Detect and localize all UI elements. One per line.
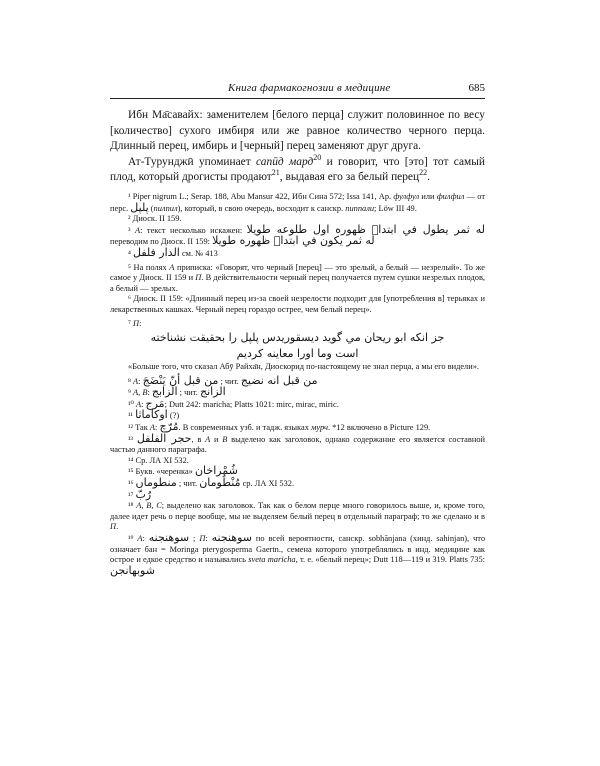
footnote: ¹⁴ Ср. ЛА XI 532. [128,455,189,465]
term-italic: фулфул [393,191,420,201]
text-run: . *12 включено в Picture 129. [328,423,431,433]
text-run: ; Dutt 242: maricha; Platts 1021: mirc, mirac, miric. [164,399,339,409]
paragraph: Ибн Ма̄савайх: заменителем [белого перца] служит половинное по весу [количество] сухого имбиря или же равное количество черного перца. Длинный перец, имбирь и [черный] перец заменяют друг друга. [110,109,485,153]
text-run: см. № 413 [179,248,218,258]
text-run: — от перс. [110,191,485,213]
text-run: : [147,388,152,398]
arabic-text: رُبّ [135,487,152,501]
text-run: : [138,376,143,386]
footnote [110,487,485,502]
running-title: Книга фармакогнозии в медицине [228,82,391,94]
footnote [110,222,485,248]
arabic-text: پلپل [130,200,149,214]
arabic-text: مَرج [145,396,165,410]
siglum: А [149,423,156,433]
term-italic: пиппали [345,203,375,213]
text-run: и [210,434,223,444]
footnote [110,245,485,260]
text-run: переводим по Диоск. II 159: [110,237,213,247]
siglum: А [169,262,175,272]
text-run: ), который, в свою очередь, восходит к санскр. [177,203,346,213]
siglum: А, В [133,388,148,398]
footnote [110,319,485,330]
arabic-text: الزابج [151,385,178,399]
text-run: ; чит. [177,388,200,398]
arabic-text: سوهنجنه [148,531,190,544]
text-run: . [427,171,430,184]
siglum: В [222,434,228,444]
text-run: ⁹ [128,388,134,398]
text-run: , выдавая его за белый перец [279,171,420,184]
text-run: ; [189,534,200,543]
main-text [110,108,485,186]
arabic-text: الزانج [200,385,226,399]
text-run: ; чит. [218,376,241,386]
term-italic: sveta maricha [248,555,296,565]
text-run: ( [148,203,154,213]
text-run: : [139,318,142,328]
text-run: ¹ Piper nigrum L.; Serap. 188, Abu Mansur 422, Ибн Сина 572; Issa 141, Ар. [128,191,394,201]
arabic-text: من قبل انه نضيج [240,373,318,387]
text-run: ¹³ [128,434,137,444]
text-run: ³ [128,225,135,235]
arabic-text: له ثمر يكون في ابتدا٘ ظهوره طويلا [212,234,375,248]
footnote [110,533,485,577]
footnote-ref: 22 [419,168,428,178]
arabic-text: حجر الفلفل [136,431,192,445]
arabic-text: الدار فلفل [133,245,180,259]
siglum: П [199,534,206,543]
arabic-text: مُنْطُومان [199,476,241,490]
text-run: ¹¹ [128,411,136,421]
text-run: ; чит. [176,479,200,489]
text-run: : [142,534,149,543]
footnote [110,263,485,295]
siglum: А [205,434,211,444]
text-run: или [419,191,437,201]
arabic-text: من قبل أنّ يَنْضَجَ [142,373,219,387]
footnote-ref: 21 [271,168,280,178]
text-run: : [155,423,160,433]
text-run: . В действительности черный перец получается путем сушки незрелых плодов, а белый — зрелых. [110,273,485,293]
text-run: ⁵ На полях [128,262,170,272]
siglum: А, В, С [136,501,162,511]
footnote: ² Диоск. II 159. [128,214,182,224]
running-header [110,82,485,99]
text-run: : текст несколько искажен: [140,225,247,235]
siglum: А [135,399,142,409]
siglum: П [133,318,140,328]
paragraph [110,152,485,186]
footnote [110,478,485,490]
footnote: ⁶ Диоск. II 159: «Длинный перец из-за своей незрелости подходит для [употребления в] терьяках и лекарственных кашках. Черный перец гораздо острее, чем белый перец». [110,294,485,314]
siglum: А [133,376,139,386]
text-run: по всей вероятности, санскр. sobhānjana (хинд. sahinjan), что означает бан = Moringa pterygosperma Gaertn., семена которого употреблялись в инд. медицине как острое и едкое средство и назывались [110,534,486,565]
arabic-text: شوبهانجن [110,563,155,577]
footnote [110,192,485,214]
text-run: ¹⁶ [128,479,136,489]
arabic-text: شُمْراخان [194,464,238,478]
text-run: : [205,534,212,543]
arabic-quote-line: جز انكه ابو ريحان مي گويد ديسقوريدس پلپل را بحقيقت نشناخته [150,331,445,345]
term-italic: мурч [311,423,329,433]
arabic-quote-line: است وما اورا معاينه كرديم [236,347,359,361]
term-italic: сапӣд мард [256,155,314,168]
text-run: . В современных узб. и тадж. языках [178,423,311,433]
term-italic: пилпил [153,203,178,213]
siglum: А [134,225,141,235]
text-run: ¹⁸ [128,501,137,511]
text-run: , в [191,434,206,444]
page-number: 685 [468,82,485,94]
arabic-text: مُرّچ [159,420,179,434]
text-run: , т. е. «белый перец»; Dutt 118—119 и 319. Platts 735: [295,555,485,565]
text-run: : [141,399,146,409]
text-run: Ат-Турунджӣ упоминает [128,155,257,168]
footnote [110,431,485,456]
text-run: ¹² Так [128,423,150,433]
text-run: и говорит, что [это] тот самый плод, который дрогисты продают [110,155,485,184]
text-run: приписка: «Говорят, что черный [перец] — это зрелый, а белый — незрелый». То же самое у Диоск. II 159 и [110,262,485,283]
siglum: П [110,522,117,532]
siglum: А [137,534,143,543]
text-run: ср. ЛА XI 532. [240,479,295,489]
text-run: ⁴ [128,248,134,258]
arabic-text: سوهنجنه [211,531,252,544]
text-run: ¹⁰ [128,399,136,409]
footnote [110,387,485,399]
text-run: (?) [167,411,180,421]
footnote-continuation: «Больше того, что сказал Абӯ Райха̄н, Диоскорид по-настоящему не знал перца, а мы его видели». [128,362,479,372]
siglum: П [195,273,202,283]
footnotes [110,192,485,577]
text-run: ⁷ [128,318,134,328]
text-run: ; Löw III 49. [374,203,417,213]
page-body [110,108,485,577]
text-run: ¹⁵ Букв. «черенка» [128,467,195,477]
footnote-ref: 20 [313,152,322,162]
text-run: ¹⁷ [128,490,136,500]
text-run: выделено как заголовок, однако содержание его является составной частью данного параграфа. [110,434,485,455]
text-run: . [116,522,119,532]
text-run: ; выделено как заголовок. Так как о белом перце много говорилось выше, и, кроме того, далее идет речь о перце вообще, мы не выделяем белый перец в отдельный параграф; то же сделано и в [110,501,485,521]
footnote [110,501,485,533]
text-run: ⁸ [128,376,134,386]
arabic-text: منطوماں [135,476,177,490]
text-run: ¹⁹ [128,534,138,543]
arabic-text: له ثمر يطول في ابتدا٘ ظهوره اول طلوعه طويلا [246,222,485,236]
term-italic: филфил [436,191,465,201]
arabic-text: اوكاماثا [135,408,168,422]
